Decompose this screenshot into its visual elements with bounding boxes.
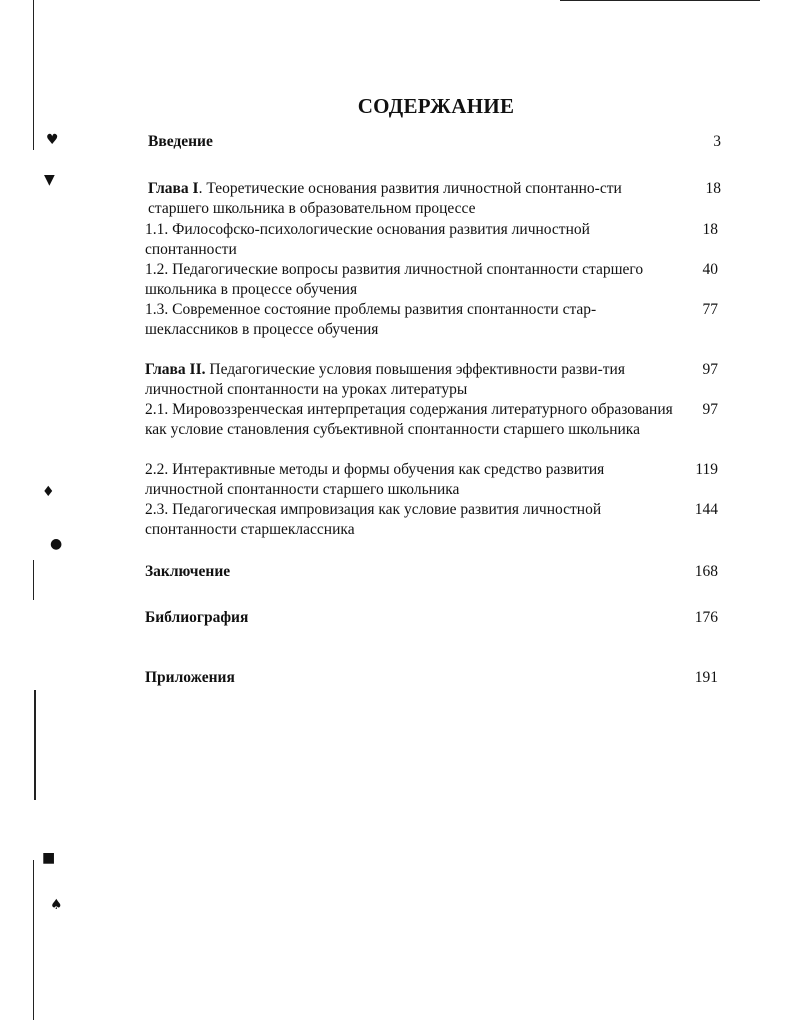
toc-entry-chapter-2 [145,360,730,400]
toc-entry-text: Заключение [145,563,231,580]
toc-entry-appendix [145,668,730,688]
toc-page-number: 176 [694,609,718,626]
chapter-label: Глава I [148,180,199,197]
chapter-label: Глава II. [145,361,206,378]
toc-page-number: 3 [713,133,721,150]
scan-speck-icon: ♠ [50,897,63,913]
toc-entry-section-1-3 [145,300,730,340]
toc-entry-text: Введение [148,133,213,150]
toc-page-number: 191 [694,669,718,686]
scan-left-edge-line [33,860,34,1020]
scan-top-line [560,0,760,1]
scan-speck-icon: ♦ [42,484,55,500]
scan-speck-icon: ● [50,536,63,552]
toc-entry-text: Приложения [145,669,235,686]
chapter-title: Педагогические условия повышения эффективности разви-тия личностной спонтанности на уроках литературы [145,361,625,398]
toc-entry-text [148,179,678,219]
toc-page-number: 97 [702,361,718,378]
scan-left-edge-line [33,560,34,600]
toc-entry-text: 1.3. Современное состояние проблемы развития спонтанности стар-шеклассников в процессе обучения [145,301,597,338]
toc-entry-conclusion [145,562,730,582]
toc-entry-section-1-1 [145,220,730,260]
toc-entry-text: 1.2. Педагогические вопросы развития личностной спонтанности старшего школьника в процессе обучения [145,261,644,298]
toc-page-number: 168 [694,563,718,580]
toc-entry-section-2-1 [145,400,730,440]
toc-page-number: 18 [702,221,718,238]
toc-entry-text: 2.2. Интерактивные методы и формы обучения как средство развития личностной спонтанности старшего школьника [145,461,605,498]
toc-page-number: 77 [702,301,718,318]
scan-speck-icon: ♥ [46,132,59,148]
toc-entry-chapter-1 [148,179,733,219]
toc-page-number: 97 [702,401,718,418]
toc-entry-text: 1.1. Философско-психологические основания развития личностной спонтанности [145,221,590,258]
toc-entry-section-1-2 [145,260,730,300]
toc-page-number: 144 [694,501,718,518]
scan-speck-icon: ▼ [44,172,55,188]
chapter-title: . Теоретические основания развития личностной спонтанно-сти старшего школьника в образовательном процессе [148,180,622,217]
toc-entry-section-2-3 [145,500,730,540]
toc-page-number: 18 [705,180,721,197]
toc-entry-section-2-2 [145,460,730,500]
toc-page-number: 40 [702,261,718,278]
toc-entry-intro [148,132,733,152]
toc-entry-text: Библиография [145,609,249,626]
toc-entry-text: 2.1. Мировоззренческая интерпретация содержания литературного образования как условие становления субъективной спонтанности старшего школьника [145,401,673,438]
scan-speck-icon: ■ [42,850,56,866]
scan-left-edge-line [34,690,36,800]
toc-entry-bibliography [145,608,730,628]
toc-entry-text [145,360,675,400]
scan-left-edge-line [33,0,34,150]
page-title: СОДЕРЖАНИЕ [357,94,515,118]
toc-page-number: 119 [695,461,718,478]
toc-entry-text: 2.3. Педагогическая импровизация как условие развития личностной спонтанности старшеклассника [145,501,602,538]
